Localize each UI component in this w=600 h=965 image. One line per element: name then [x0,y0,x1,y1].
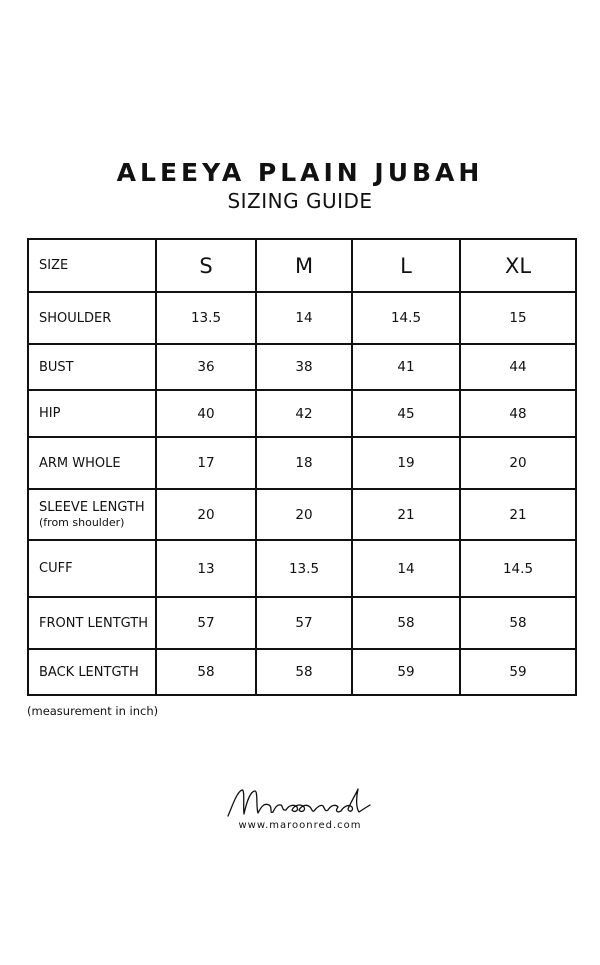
size-header-s: S [156,239,256,292]
row-label: SHOULDER [28,292,156,344]
size-header-xl: XL [460,239,576,292]
table-cell: 57 [156,597,256,649]
row-label: FRONT LENTGTH [28,597,156,649]
size-header-l: L [352,239,460,292]
table-cell: 42 [256,390,352,437]
row-label: BUST [28,344,156,390]
table-cell: 21 [352,489,460,540]
table-row [28,292,576,344]
table-cell: 58 [460,597,576,649]
table-row [28,649,576,695]
row-label: HIP [28,390,156,437]
table-cell: 13 [156,540,256,597]
table-cell: 19 [352,437,460,489]
table-row [28,390,576,437]
table-header-row [28,239,576,292]
table-cell: 20 [256,489,352,540]
table-cell: 45 [352,390,460,437]
table-cell: 21 [460,489,576,540]
row-label-with-sub [28,489,156,540]
table-cell: 58 [256,649,352,695]
table-cell: 20 [156,489,256,540]
table-row [28,437,576,489]
table-cell: 14.5 [460,540,576,597]
measurement-note: (measurement in inch) [27,704,159,718]
table-cell: 17 [156,437,256,489]
table-cell: 13.5 [156,292,256,344]
row-label: BACK LENTGTH [28,649,156,695]
page-title: ALEEYA PLAIN JUBAH [116,158,484,187]
table-cell: 14 [256,292,352,344]
table-cell: 58 [352,597,460,649]
table-cell: 20 [460,437,576,489]
table-row [28,540,576,597]
row-label-main: SLEEVE LENGTH [39,499,145,515]
table-cell: 40 [156,390,256,437]
table-cell: 36 [156,344,256,390]
brand-url: www.maroonred.com [238,820,362,831]
row-label: CUFF [28,540,156,597]
table-cell: 44 [460,344,576,390]
table-cell: 18 [256,437,352,489]
row-label-sub: (from shoulder) [39,515,125,529]
row-label: ARM WHOLE [28,437,156,489]
table-cell: 48 [460,390,576,437]
table-row [28,344,576,390]
table-cell: 14 [352,540,460,597]
table-cell: 58 [156,649,256,695]
table-row [28,597,576,649]
table-cell: 59 [352,649,460,695]
sizing-table [27,238,577,696]
size-header-label: SIZE [28,239,156,292]
table-cell: 59 [460,649,576,695]
brand-logo [225,786,375,820]
table-row [28,489,576,540]
table-cell: 41 [352,344,460,390]
table-cell: 57 [256,597,352,649]
table-cell: 13.5 [256,540,352,597]
table-cell: 15 [460,292,576,344]
table-cell: 38 [256,344,352,390]
table-cell: 14.5 [352,292,460,344]
page-subtitle: SIZING GUIDE [227,189,373,213]
size-header-m: M [256,239,352,292]
